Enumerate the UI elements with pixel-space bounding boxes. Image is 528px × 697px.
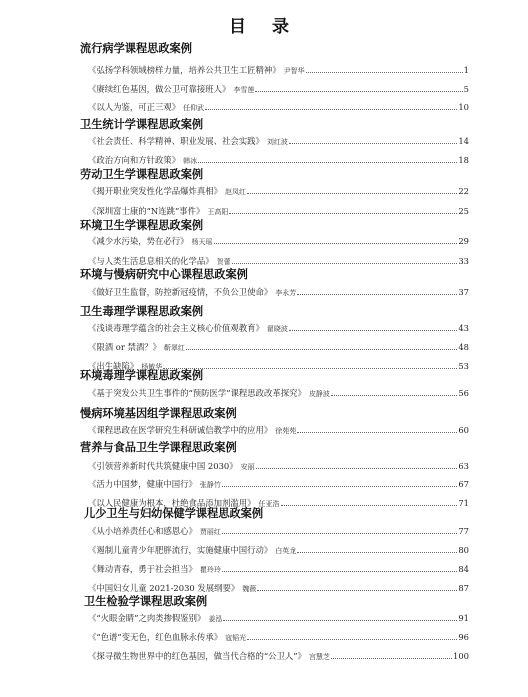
entry-title: 《“火眼金睛”之肉类掺假鉴别》 xyxy=(88,613,206,623)
entry-author: 白英龙 xyxy=(275,547,297,555)
entry-page-number: 53 xyxy=(458,361,469,371)
entry-author: 宫慧芝 xyxy=(308,653,330,661)
entry-author: 瞿玲玲 xyxy=(199,566,221,574)
entry-title: 《社会责任、科学精神、职业发展、社会实践》 xyxy=(88,136,264,146)
toc-entry[interactable] xyxy=(88,544,469,556)
entry-author: 翟晓波 xyxy=(266,325,288,333)
entry-title: 《遏制儿童青少年肥胖流行，实施健康中国行动》 xyxy=(88,545,273,555)
entry-title: 《做好卫生监督，防控新冠疫情，不负公卫使命》 xyxy=(88,287,273,297)
dot-leader xyxy=(255,91,462,92)
toc-entry[interactable] xyxy=(88,255,469,267)
toc-entry[interactable] xyxy=(88,154,469,166)
entry-page-number: 56 xyxy=(458,388,469,398)
entry-author: 魏薇 xyxy=(242,585,257,593)
toc-entry[interactable] xyxy=(88,286,469,298)
dot-leader xyxy=(247,639,457,640)
entry-title: 《出生缺陷》 xyxy=(88,361,139,371)
section-heading: 营养与食品卫生学课程思政案例 xyxy=(80,441,237,454)
entry-title: 《基于突发公共卫生事件的“预防医学”课程思政改革探究》 xyxy=(88,388,306,398)
entry-title: 《限酒 or 禁酒？》 xyxy=(88,342,161,352)
dot-leader xyxy=(306,72,463,73)
toc-entry[interactable] xyxy=(88,563,469,575)
entry-author: 贺蕾 xyxy=(216,258,231,266)
entry-title: 《课程思政在医学研究生科研诚信教学中的应用》 xyxy=(88,425,273,435)
section-heading: 卫生毒理学课程思政案例 xyxy=(80,305,204,318)
toc-entry[interactable] xyxy=(88,424,469,436)
dot-leader xyxy=(297,432,457,433)
dot-leader xyxy=(289,143,457,144)
entry-author: 杨天瑶 xyxy=(191,238,213,246)
entry-title: 《减少水污染，势在必行》 xyxy=(88,236,189,246)
entry-page-number: 71 xyxy=(458,498,469,508)
entry-title: 《活力中国梦，健康中国行》 xyxy=(88,479,197,489)
entry-author: 任仰武 xyxy=(183,104,205,112)
dot-leader xyxy=(205,109,457,110)
toc-entry[interactable] xyxy=(88,64,469,76)
toc-entry[interactable] xyxy=(88,83,469,95)
section-heading: 流行病学课程思政案例 xyxy=(80,42,192,55)
entry-title: 《与人类生活息息相关的化学品》 xyxy=(88,256,214,266)
toc-entry[interactable] xyxy=(88,650,469,662)
dot-leader xyxy=(281,505,458,506)
entry-author: 皮静波 xyxy=(308,390,330,398)
toc-entry[interactable] xyxy=(88,582,469,594)
toc-entry[interactable] xyxy=(88,387,469,399)
entry-author: 杨敏华 xyxy=(141,363,163,371)
dot-leader xyxy=(229,213,457,214)
entry-author: 靳翠红 xyxy=(164,344,185,352)
entry-page-number: 100 xyxy=(453,651,469,661)
entry-author: 姜泓 xyxy=(208,615,223,623)
entry-author: 王高阳 xyxy=(207,208,229,216)
entry-author: 刘红波 xyxy=(266,138,288,146)
entry-title: 《政治方向和方针政策》 xyxy=(88,155,181,165)
entry-page-number: 48 xyxy=(458,342,469,352)
dot-leader xyxy=(223,620,457,621)
entry-page-number: 96 xyxy=(458,632,469,642)
toc-entry[interactable] xyxy=(88,185,469,197)
dot-leader xyxy=(297,552,457,553)
toc-entry[interactable] xyxy=(88,235,469,247)
toc-entry[interactable] xyxy=(88,525,469,537)
entry-page-number: 43 xyxy=(458,323,469,333)
entry-page-number: 10 xyxy=(458,102,469,112)
entry-title: 《探寻微生物世界中的红色基因，做当代合格的“公卫人”》 xyxy=(88,651,306,661)
entry-author: 寇韬光 xyxy=(225,634,247,642)
entry-page-number: 1 xyxy=(463,65,469,75)
toc-entry[interactable] xyxy=(88,460,469,472)
dot-leader xyxy=(198,162,457,163)
toc-entry[interactable] xyxy=(88,205,469,217)
toc-entry[interactable] xyxy=(88,322,469,334)
dot-leader xyxy=(222,486,457,487)
entry-page-number: 25 xyxy=(458,206,469,216)
entry-title: 《揭开职业突发性化学品爆炸真相》 xyxy=(88,186,222,196)
section-heading: 劳动卫生学课程思政案例 xyxy=(80,168,204,181)
entry-author: 李永芳 xyxy=(275,289,297,297)
entry-author: 徐苑苑 xyxy=(275,427,297,435)
toc-entry[interactable] xyxy=(88,478,469,490)
entry-title: 《舞动青春，勇于社会担当》 xyxy=(88,564,197,574)
entry-page-number: 29 xyxy=(458,236,469,246)
entry-author: 安丽 xyxy=(240,463,255,471)
entry-author: 赵凤红 xyxy=(225,188,246,196)
section-heading: 环境卫生学课程思政案例 xyxy=(80,219,204,232)
toc-entry[interactable] xyxy=(88,101,469,113)
entry-page-number: 67 xyxy=(458,479,469,489)
section-heading: 环境与慢病研究中心课程思政案例 xyxy=(80,268,248,281)
entry-page-number: 80 xyxy=(458,545,469,555)
toc-entry[interactable] xyxy=(88,341,469,353)
entry-page-number: 5 xyxy=(463,84,469,94)
entry-title: 《弘扬学科领域榜样力量，培养公共卫生工匠精神》 xyxy=(88,65,281,75)
entry-title: 《引领营养新时代共筑健康中国 2030》 xyxy=(88,461,238,471)
dot-leader xyxy=(257,590,457,591)
section-heading: 慢病环境基因组学课程思政案例 xyxy=(80,407,237,420)
dot-leader xyxy=(222,533,457,534)
entry-title: 《浅谈毒理学蕴含的社会主义核心价值观教育》 xyxy=(88,323,264,333)
entry-page-number: 91 xyxy=(458,613,469,623)
dot-leader xyxy=(331,658,452,659)
entry-title: 《以人为鉴，可正三观》 xyxy=(88,102,181,112)
section-heading: 卫生检验学课程思政案例 xyxy=(84,595,208,608)
entry-author: 李雪莲 xyxy=(233,86,255,94)
entry-page-number: 84 xyxy=(458,564,469,574)
entry-page-number: 22 xyxy=(458,186,469,196)
dot-leader xyxy=(297,294,457,295)
entry-title: 《从小培养责任心和感恩心》 xyxy=(88,526,197,536)
toc-entry[interactable] xyxy=(88,612,469,624)
entry-author: 韩冰 xyxy=(183,157,198,165)
entry-page-number: 37 xyxy=(458,287,469,297)
entry-page-number: 14 xyxy=(458,136,469,146)
section-heading: 儿少卫生与妇幼保健学课程思政案例 xyxy=(84,507,264,520)
entry-author: 张静竹 xyxy=(199,481,221,489)
entry-title: 《以人民健康为根本，杜绝食品添加剂滥用》 xyxy=(88,498,256,508)
entry-page-number: 33 xyxy=(458,256,469,266)
dot-leader xyxy=(331,395,457,396)
dot-leader xyxy=(222,571,457,572)
entry-title: 《中国妇女儿童 2021-2030 发展纲要》 xyxy=(88,583,240,593)
entry-author: 尹智华 xyxy=(283,67,305,75)
entry-page-number: 87 xyxy=(458,583,469,593)
dot-leader xyxy=(214,243,458,244)
entry-author: 贾丽红 xyxy=(199,528,221,536)
entry-title: 《赓续红色基因，做公卫可靠接班人》 xyxy=(88,84,231,94)
entry-page-number: 18 xyxy=(458,155,469,165)
page-title: 目 录 xyxy=(229,17,299,37)
toc-entry[interactable] xyxy=(88,631,469,643)
entry-author: 任亚浩 xyxy=(258,500,280,508)
entry-title: 《“色谱”变无色，红色血脉永传承》 xyxy=(88,632,223,642)
dot-leader xyxy=(256,468,458,469)
entry-page-number: 63 xyxy=(458,461,469,471)
entry-page-number: 77 xyxy=(458,526,469,536)
dot-leader xyxy=(247,193,457,194)
entry-title: 《深圳富士康的“N连跳”事件》 xyxy=(88,206,205,216)
dot-leader xyxy=(232,263,458,264)
toc-entry[interactable] xyxy=(88,135,469,147)
dot-leader xyxy=(289,330,457,331)
section-heading: 环境毒理学课程思政案例 xyxy=(80,369,204,382)
dot-leader xyxy=(186,349,457,350)
entry-page-number: 60 xyxy=(458,425,469,435)
section-heading: 卫生统计学课程思政案例 xyxy=(80,118,204,131)
